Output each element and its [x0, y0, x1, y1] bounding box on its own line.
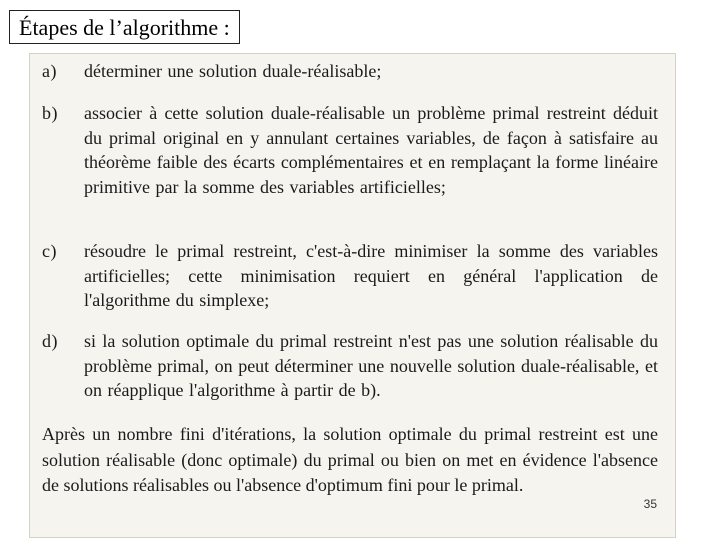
conclusion-paragraph: Après un nombre fini d'itérations, la solution optimale du primal restreint est une solution réalisable (donc optimale) du primal ou bien on met en évidence l'absence de solutions réalisables ou l'absence d'optimum fini pour le primal. [42, 424, 658, 495]
step-text: déterminer une solution duale-réalisable; [84, 61, 382, 81]
step-letter: c) [42, 241, 57, 261]
step-text: associer à cette solution duale-réalisable un problème primal restreint déduit du primal original en y annulant certaines variables, de façon à satisfaire au théorème faible des écarts complémentaires et en remplaçant la forme linéaire primitive par la somme des variables artificielles; [84, 103, 658, 197]
step-letter: a) [42, 61, 57, 81]
step-text: si la solution optimale du primal restreint n'est pas une solution réalisable du problème primal, on peut déterminer une nouvelle solution duale-réalisable, et on réapplique l'algorithme à partir de b). [84, 331, 658, 401]
step-text: résoudre le primal restreint, c'est-à-dire minimiser la somme des variables artificielles; cette minimisation requiert en général l'application de l'algorithme du simplexe; [84, 241, 658, 311]
page-number: 35 [643, 497, 657, 511]
slide-title: Étapes de l’algorithme : [9, 10, 240, 44]
step-letter: b) [42, 103, 58, 123]
step-letter: d) [42, 331, 58, 351]
scanned-text-block [29, 53, 676, 538]
